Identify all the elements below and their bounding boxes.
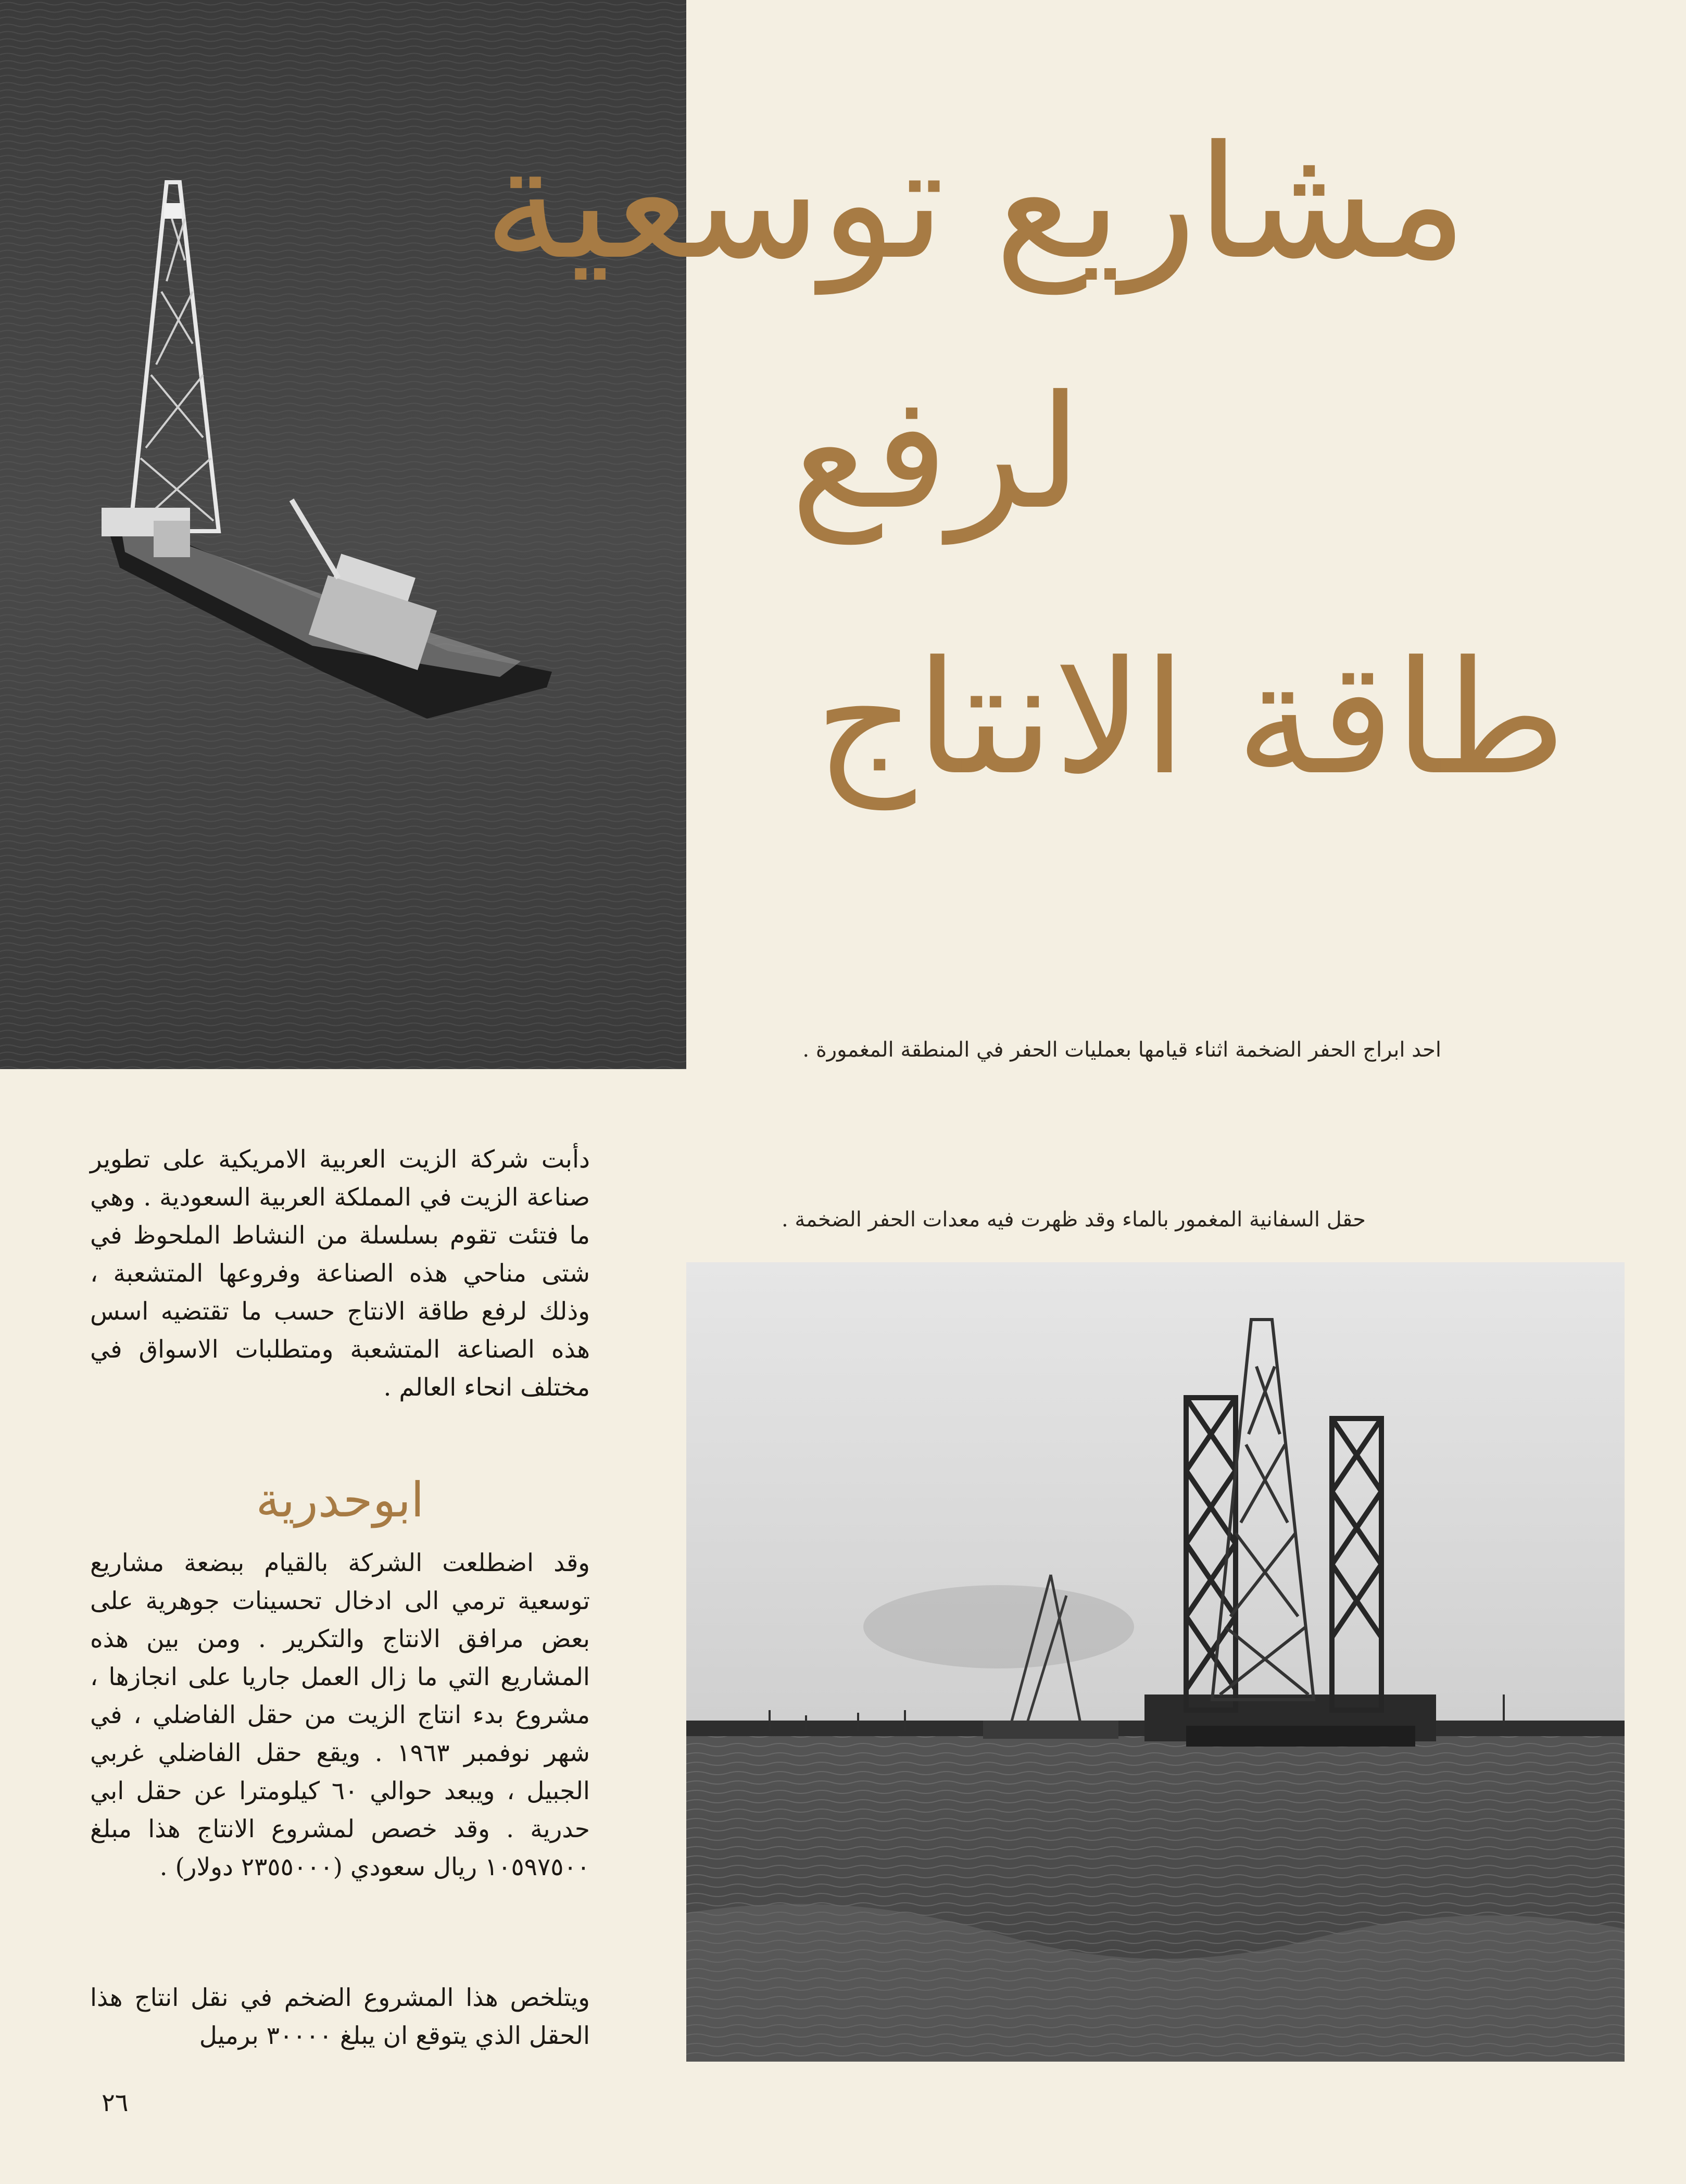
page-number: ٢٦ — [102, 2088, 129, 2117]
photo-safaniya-field — [686, 1262, 1625, 2062]
paragraph-text: ويتلخص هذا المشروع الضخم في نقل انتاج هذا الحقل الذي يتوقع ان يبلغ ٣٠٠٠٠ برميل — [90, 1984, 590, 2050]
title-line-production-capacity: طاقة الانتاج — [814, 627, 1566, 809]
paragraph-text: وقد اضطلعت الشركة بالقيام ببضعة مشاريع توسعية ترمي الى ادخال تحسينات جوهرية على بعض مرافق الانتاج والتكرير . ومن بين هذه المشاريع التي ما زال العمل جاريا على انجازها ، مشروع بدء انتاج الزيت من حقل الفاضلي ، في شهر نوفمبر ١٩٦٣ . ويقع حقل الفاضلي غربي الجبيل ، ويبعد حوالي ٦٠ كيلومترا عن حقل ابي حدرية . وقد خصص لمشروع الانتاج هذا مبلغ ١٠٥٩٧٥٠٠ ريال سعودي (٢٣٥٥٠٠٠ دولار) . — [90, 1549, 590, 1881]
title-line-to-raise: لرفع — [790, 362, 1082, 544]
section-heading-abu-hadriya: ابوحدرية — [256, 1472, 424, 1528]
article-paragraph-projects — [90, 1544, 590, 1886]
article-paragraph-intro — [90, 1140, 590, 1407]
article-paragraph-continued — [90, 1979, 590, 2055]
photo-caption-bottom: حقل السفانية المغمور بالماء وقد ظهرت فيه معدات الحفر الضخمة . — [782, 1208, 1366, 1232]
title-line-projects: مشاريع توسعية — [483, 112, 1467, 294]
photo-caption-top: احد ابراج الحفر الضخمة اثناء قيامها بعمليات الحفر في المنطقة المغمورة . — [802, 1038, 1441, 1062]
paragraph-text: دأبت شركة الزيت العربية الامريكية على تطوير صناعة الزيت في المملكة العربية السعودية . وهي ما فتئت تقوم بسلسلة من النشاط الملحوظ في شتى مناحي هذه الصناعة وفروعها المتشعبة ، وذلك لرفع طاقة الانتاج حسب ما تقتضيه اسس هذه الصناعة المتشعبة ومتطلبات الاسواق في مختلف انحاء العالم . — [90, 1145, 590, 1402]
